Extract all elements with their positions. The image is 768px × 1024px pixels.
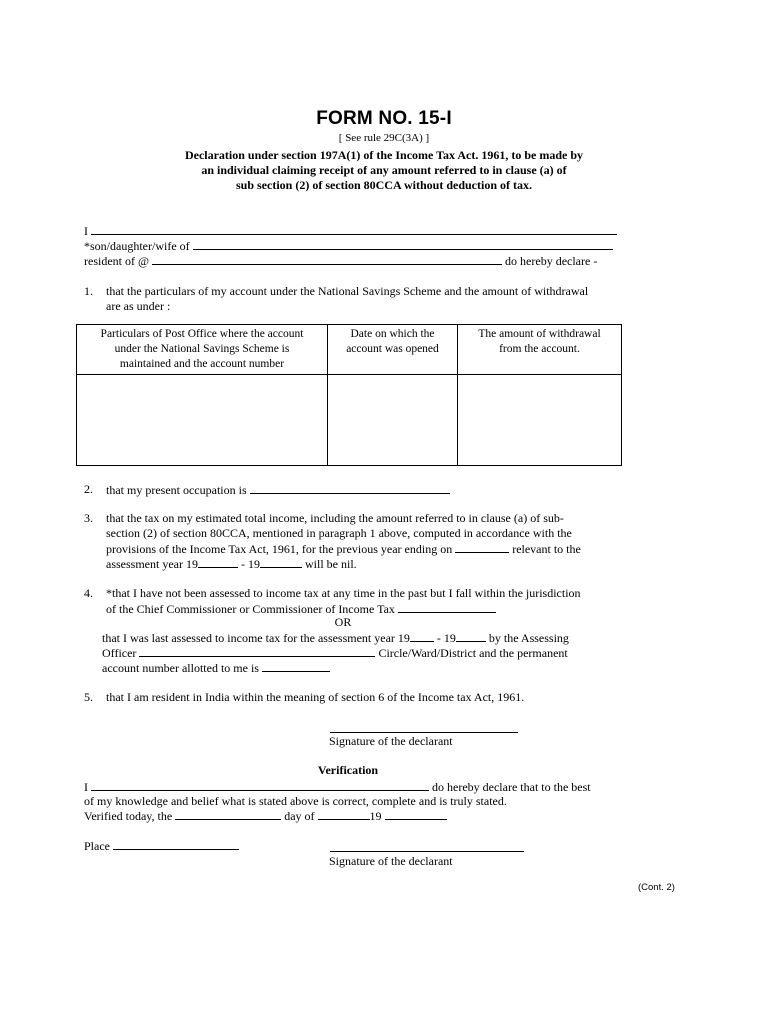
declaration-heading-line-3: sub section (2) of section 80CCA without deduction of tax. — [235, 178, 532, 192]
declarant-residence-line — [84, 253, 597, 269]
residence-prefix: resident of @ — [84, 254, 150, 268]
verification-line-1: I do hereby declare that to the best — [84, 780, 591, 794]
declaration-heading-line-1: Declaration under section 197A(1) of the Income Tax Act. 1961, to be made by — [184, 148, 584, 162]
previous-year-ending-field[interactable] — [455, 541, 509, 553]
item-4-text-line-3: that I was last assessed to income tax for the assessment year 19 - 19 by the Assessing — [102, 631, 569, 645]
verified-year-field[interactable] — [385, 808, 447, 820]
commissioner-field[interactable] — [398, 601, 496, 613]
item-4-text-line-1: *that I have not been assessed to income tax at any time in the past but I fall within the jurisdiction — [106, 586, 581, 600]
item-3-text-line-2: section (2) of section 80CCA, mentioned in paragraph 1 above, computed in accordance with the — [106, 526, 572, 540]
occupation-field[interactable] — [250, 482, 450, 494]
pan-field[interactable] — [262, 660, 330, 672]
cell-account-opening-date[interactable] — [328, 375, 458, 466]
last-assessment-year-start-field[interactable] — [410, 630, 434, 642]
declaration-heading-line-2: an individual claiming receipt of any amount referred to in clause (a) of — [201, 163, 567, 177]
occupation-label: that my present occupation is — [106, 483, 247, 497]
item-4-text-line-2: of the Chief Commissioner or Commissioner of Income Tax — [106, 601, 496, 617]
table-row — [77, 375, 622, 466]
continuation-note: (Cont. 2) — [638, 882, 675, 893]
verified-day-field[interactable] — [175, 808, 281, 820]
assessment-year-end-field[interactable] — [260, 556, 302, 568]
residence-field[interactable] — [152, 253, 502, 265]
item-2-number: 2. — [84, 482, 93, 496]
signature-label-1: Signature of the declarant — [329, 734, 453, 748]
item-3-text-line-1: that the tax on my estimated total income, including the amount referred to in clause (a) of sub- — [106, 511, 564, 525]
signature-label-2: Signature of the declarant — [329, 854, 453, 868]
assessing-officer-field[interactable] — [139, 645, 375, 657]
item-1-text-line-2: are as under : — [106, 299, 171, 313]
declarant-name-prefix: I — [84, 224, 88, 238]
place-line: Place — [84, 838, 239, 854]
relation-name-field[interactable] — [193, 238, 613, 250]
declarant-name-line — [84, 223, 617, 239]
declarant-name-field[interactable] — [91, 223, 617, 235]
item-3-number: 3. — [84, 511, 93, 525]
last-assessment-year-end-field[interactable] — [456, 630, 486, 642]
cell-post-office-particulars[interactable] — [77, 375, 328, 466]
declarant-relation-line — [84, 238, 613, 254]
item-4-number: 4. — [84, 586, 93, 600]
assessment-year-start-field[interactable] — [198, 556, 238, 568]
verification-line-2: of my knowledge and belief what is stated above is correct, complete and is truly stated. — [84, 794, 507, 808]
item-1-text-line-1: that the particulars of my account under the National Savings Scheme and the amount of withdrawal — [106, 284, 589, 298]
item-4-text-line-4: Officer Circle/Ward/District and the permanent — [102, 646, 568, 660]
verification-heading: Verification — [317, 763, 379, 777]
cell-withdrawal-amount[interactable] — [458, 375, 622, 466]
verifier-name-field[interactable] — [91, 779, 429, 791]
item-4-text-line-5: account number allotted to me is — [102, 660, 330, 676]
relation-prefix: *son/daughter/wife of — [84, 239, 190, 253]
signature-line-2[interactable] — [330, 839, 524, 852]
rule-reference: [ See rule 29C(3A) ] — [338, 132, 430, 144]
declare-suffix: do hereby declare - — [505, 254, 598, 268]
item-3-text-line-4: assessment year 19 - 19 will be nil. — [106, 557, 357, 571]
signature-line-1[interactable] — [330, 720, 518, 733]
header-post-office-particulars: Particulars of Post Office where the account under the National Savings Scheme is maintained and the account number — [77, 325, 328, 375]
verified-month-field[interactable] — [318, 808, 370, 820]
item-1-number: 1. — [84, 284, 93, 298]
form-title: FORM NO. 15-I — [316, 108, 452, 129]
account-particulars-table — [76, 324, 622, 466]
item-3-text-line-3: provisions of the Income Tax Act, 1961, for the previous year ending on relevant to the — [106, 542, 581, 556]
item-5-number: 5. — [84, 690, 93, 704]
or-separator: OR — [334, 615, 352, 629]
table-header-row — [77, 325, 622, 375]
place-field[interactable] — [113, 838, 239, 850]
header-account-opening-date: Date on which the account was opened — [328, 325, 458, 375]
verification-line-3: Verified today, the day of 19 — [84, 808, 447, 824]
header-withdrawal-amount: The amount of withdrawal from the account. — [458, 325, 622, 375]
item-2-line — [106, 482, 450, 498]
item-5-text: that I am resident in India within the meaning of section 6 of the Income tax Act, 1961. — [106, 690, 525, 704]
